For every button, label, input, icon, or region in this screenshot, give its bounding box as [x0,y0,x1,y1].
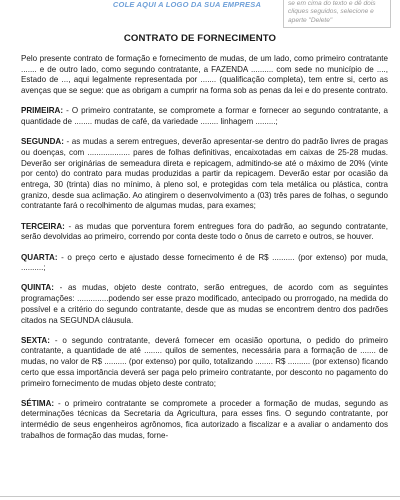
clause-primeira [21,106,388,127]
preamble-paragraph: Pelo presente contrato de formação e fornecimento de mudas, de um lado, como primeiro contratante ....... e de outro lado, como segundo contratante, a FAZENDA .......... com sede no município de ...., Estado de ..., aqui legalmente representada por ....... (qualificação completa), tem entre si, certo as avenças que se segue: que as obrigam a cumprir na forma sob as penas da lei e do presente contrato. [21,54,388,96]
page-divider [0,496,400,497]
clause-text: - o preço certo e ajustado desse fornecimento é de R$ .......... (por extenso) por muda, ..........; [21,252,388,273]
logo-placeholder[interactable]: COLE AQUI A LOGO DA SUA EMPRESA [112,0,262,9]
clause-sexta [21,336,388,390]
clause-heading: SEGUNDA: [21,137,64,147]
clause-heading: SEXTA: [21,335,50,345]
clause-heading: PRIMEIRA: [21,106,64,116]
clause-text: - o primeiro contratante se compromete a proceder a formação de mudas, segundo as determinações técnicas da Secretaria da Agricultura, para esses fins. O segundo contratante, por intermédio de seus engenheiros agrônomos, fica autorizado a fiscalizar e a avaliar o andamento dos trabalhos de formação das mudas, forne- [21,398,388,440]
clause-text: - as mudas que porventura forem entregues fora do padrão, ao segundo contratante, serão devolvidas ao primeiro, correndo por conta deste todo o ônus de carreto e outros, se houver. [21,221,388,242]
clause-heading: TERCEIRA: [21,221,65,231]
clause-quarta [21,253,388,274]
instruction-hint-box: se em cima do texto e dê dois cliques seguidos, selecione e aperte "Delete" [283,0,391,28]
clause-heading: QUINTA: [21,283,54,293]
clause-text: - o segundo contratante, deverá fornecer em ocasião oportuna, o pedido do primeiro contratante, a quantidade de até ........ quilos de sementes, necessária para a formação de ....... de mudas, no valor de R$ .......... (por extenso) por quilo, totalizando ........ R$ .......... (por extenso) ficando certo que essa importância deverá ser paga pelo primeiro contratante, por desconto no pagamento do primeiro fornecimento de mudas objeto deste contrato; [21,335,388,388]
clause-quinta [21,283,388,326]
clause-terceira [21,222,388,243]
clause-setima [21,399,388,442]
clause-segunda [21,137,388,212]
clause-heading: QUARTA: [21,252,58,262]
clause-heading: SÉTIMA: [21,398,55,408]
clause-text: - O primeiro contratante, se compromete a formar e fornecer ao segundo contratante, a quantidade de ........ mudas de café, da variedade ........ linhagem .........; [21,106,388,127]
clause-text: - as mudas, objeto deste contrato, serão entregues, de acordo com as seguintes programações: ..............podendo ser esse prazo modificado, antecipado ou prorrogado, na medida do possível e a critério do segundo contratante, desde que as mudas se encontrem dentro dos padrões citados na SEGUNDA cláusula. [21,283,388,325]
document-body [21,54,388,451]
clause-text: - as mudas a serem entregues, deverão apresentar-se dentro do padrão livres de pragas ou doenças, com ................... pares de folhas definitivas, encaixotadas em caixas de 25-28 mudas. Deverão ser originárias de semeadura direta e repicagem, admitindo-se até o máximo de 20% (vinte por cento) do contrato para mudas produzidas a partir da repicagem. Deverão estar por ocasião da entrega, 30 (trinta) dias no mínimo, à pleno sol, e protegidas com tela metálica ou plástica, contra granizo, desde sua aclimação. Ao atingirem o desenvolvimento a (03) três pares de folhas, o segundo contratante fará o recolhimento de algumas mudas, para exames; [21,137,388,211]
document-title: CONTRATO DE FORNECIMENTO [123,33,277,44]
